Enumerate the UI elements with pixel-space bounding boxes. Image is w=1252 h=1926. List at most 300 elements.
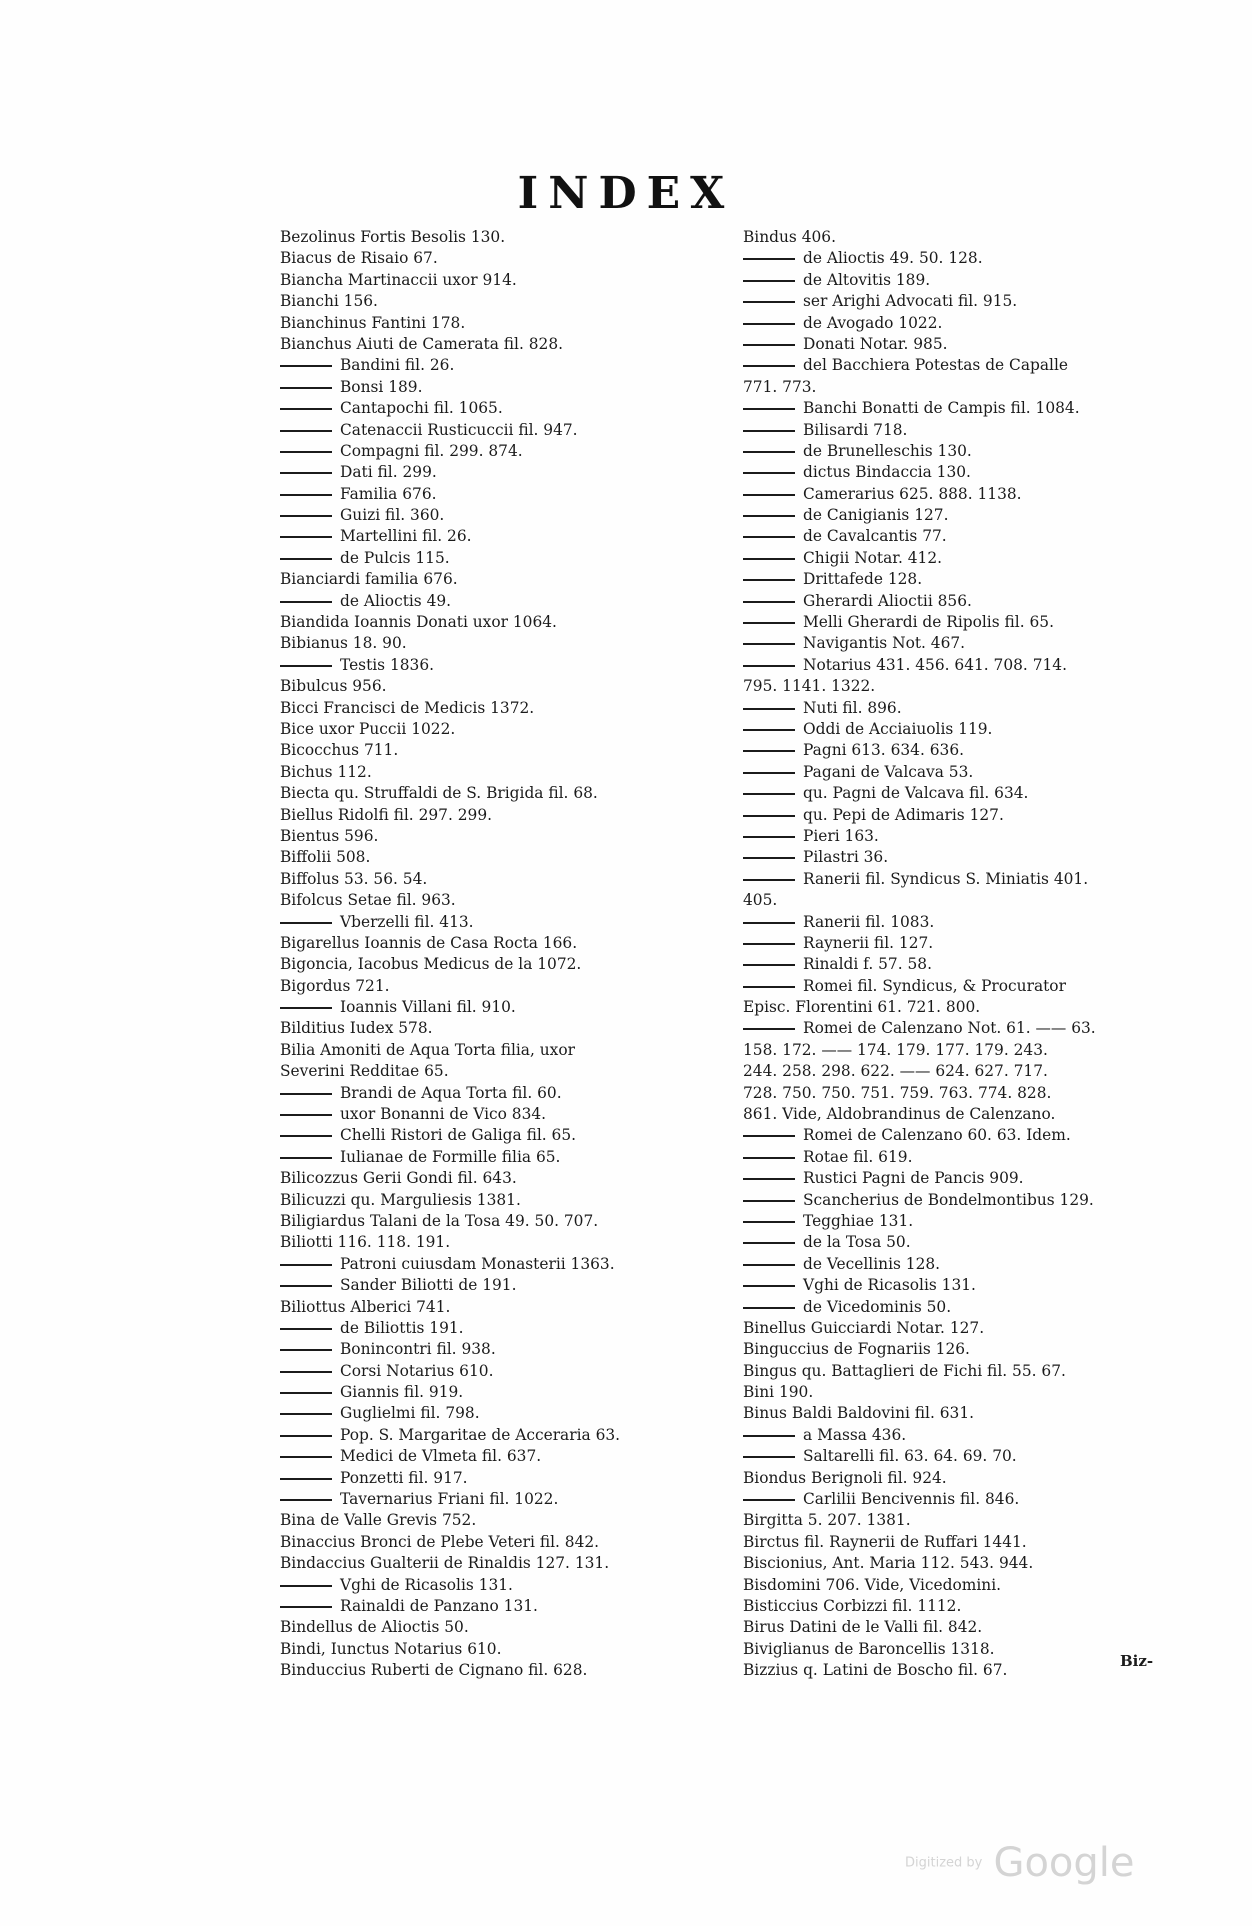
entry-text: Bindus 406. — [743, 228, 836, 246]
index-entry — [743, 1168, 1183, 1189]
ditto-dash — [743, 601, 795, 603]
entry-text: de Pulcis 115. — [340, 548, 450, 567]
index-entry — [280, 976, 720, 997]
entry-text: Bilditius Iudex 578. — [280, 1019, 433, 1038]
ditto-dash — [280, 365, 332, 367]
entry-text: Cantapochi fil. 1065. — [340, 399, 503, 418]
index-entry — [743, 1254, 1183, 1275]
entry-text: Binaccius Bronci de Plebe Veteri fil. 842. — [280, 1532, 600, 1551]
entry-text: Patroni cuiusdam Monasterii 1363. — [340, 1254, 615, 1273]
index-entry — [743, 954, 1183, 975]
index-entry — [743, 740, 1183, 761]
index-entry — [743, 270, 1183, 291]
index-entry — [280, 633, 720, 654]
index-entry — [743, 719, 1183, 740]
index-entry — [743, 805, 1183, 826]
entry-text: Ioannis Villani fil. 910. — [340, 998, 516, 1017]
entry-text: Vghi de Ricasolis 131. — [803, 1276, 976, 1295]
index-entry — [743, 890, 1183, 911]
entry-text: Bonsi 189. — [340, 377, 423, 396]
entry-text: Biacus de Risaio 67. — [280, 249, 438, 268]
index-entry — [280, 740, 720, 761]
ditto-dash — [743, 472, 795, 474]
entry-text: 728. 750. 750. 751. 759. 763. 774. 828. — [743, 1083, 1052, 1102]
index-entry — [743, 847, 1183, 868]
entry-text: Birctus fil. Raynerii de Ruffari 1441. — [743, 1532, 1027, 1551]
ditto-dash — [280, 494, 332, 496]
index-entry — [743, 1489, 1183, 1510]
entry-text: Sander Biliotti de 191. — [340, 1276, 517, 1295]
index-entry — [280, 420, 720, 441]
index-entry — [743, 1617, 1183, 1638]
ditto-dash — [743, 408, 795, 410]
index-entry — [743, 1339, 1183, 1360]
ditto-dash — [743, 280, 795, 282]
entry-text: Raynerii fil. 127. — [803, 933, 934, 952]
entry-text: Tavernarius Friani fil. 1022. — [340, 1490, 559, 1509]
entry-text: Bianciardi familia 676. — [280, 570, 458, 589]
index-entry — [280, 248, 720, 269]
index-entry — [280, 1125, 720, 1146]
index-entry — [280, 227, 720, 248]
ditto-dash — [743, 1028, 795, 1030]
index-entry — [743, 1232, 1183, 1253]
index-entry — [743, 633, 1183, 654]
ditto-dash — [743, 986, 795, 988]
entry-text: Familia 676. — [340, 484, 437, 503]
index-entry — [280, 847, 720, 868]
index-entry — [280, 997, 720, 1018]
ditto-dash — [280, 665, 332, 667]
entry-text: Binellus Guicciardi Notar. 127. — [743, 1318, 985, 1337]
index-entry — [280, 1339, 720, 1360]
entry-text: Ranerii fil. Syndicus S. Miniatis 401. — [803, 869, 1089, 888]
index-entry — [743, 655, 1183, 676]
index-entry — [743, 1575, 1183, 1596]
index-entry — [280, 1018, 720, 1039]
ditto-dash — [280, 1413, 332, 1415]
entry-text: Bindaccius Gualterii de Rinaldis 127. 131. — [280, 1554, 610, 1573]
entry-text: Pagani de Valcava 53. — [803, 762, 974, 781]
index-entry — [743, 377, 1183, 398]
index-entry — [743, 569, 1183, 590]
index-entry — [743, 1510, 1183, 1531]
index-entry — [743, 676, 1183, 697]
entry-text: 405. — [743, 891, 778, 910]
ditto-dash — [743, 1135, 795, 1137]
entry-text: Medici de Vlmeta fil. 637. — [340, 1447, 542, 1466]
index-entry — [743, 1468, 1183, 1489]
entry-text: Bichus 112. — [280, 762, 372, 781]
ditto-dash — [743, 1178, 795, 1180]
entry-text: Bini 190. — [743, 1383, 814, 1402]
index-entry — [743, 869, 1183, 890]
entry-text: de Biliottis 191. — [340, 1318, 464, 1337]
entry-text: Brandi de Aqua Torta fil. 60. — [340, 1083, 562, 1102]
entry-text: Nuti fil. 896. — [803, 698, 902, 717]
index-entry — [280, 484, 720, 505]
entry-text: Biviglianus de Baroncellis 1318. — [743, 1639, 995, 1658]
ditto-dash — [280, 1349, 332, 1351]
index-entry — [280, 1361, 720, 1382]
index-entry — [743, 1361, 1183, 1382]
entry-text: Biellus Ridolfi fil. 297. 299. — [280, 805, 492, 824]
ditto-dash — [743, 515, 795, 517]
right-index-column — [743, 227, 1183, 1682]
index-entry — [743, 912, 1183, 933]
entry-text: 861. Vide, Aldobrandinus de Calenzano. — [743, 1105, 1056, 1124]
entry-text: Biecta qu. Struffaldi de S. Brigida fil. 68. — [280, 784, 598, 803]
index-entry — [743, 291, 1183, 312]
entry-text: Biffolus 53. 56. 54. — [280, 869, 428, 888]
index-entry — [280, 1168, 720, 1189]
index-entry — [280, 1468, 720, 1489]
ditto-dash — [743, 643, 795, 645]
ditto-dash — [743, 772, 795, 774]
entry-text: Catenaccii Rusticuccii fil. 947. — [340, 420, 578, 439]
index-entry — [280, 291, 720, 312]
ditto-dash — [743, 750, 795, 752]
index-entry — [743, 1211, 1183, 1232]
index-entry — [743, 698, 1183, 719]
entry-text: Romei fil. Syndicus, & Procurator — [803, 976, 1066, 995]
index-entry — [743, 1275, 1183, 1296]
ditto-dash — [743, 1157, 795, 1159]
ditto-dash — [743, 1221, 795, 1223]
ditto-dash — [280, 1264, 332, 1266]
entry-text: Scancherius de Bondelmontibus 129. — [803, 1190, 1094, 1209]
index-entry — [280, 1617, 720, 1638]
index-entry — [743, 976, 1183, 997]
index-entry — [280, 1232, 720, 1253]
index-entry — [280, 270, 720, 291]
entry-text: Biscionius, Ant. Maria 112. 543. 944. — [743, 1554, 1034, 1573]
entry-text: Binguccius de Fognariis 126. — [743, 1340, 970, 1359]
index-entry — [280, 1190, 720, 1211]
index-entry — [743, 398, 1183, 419]
index-entry — [280, 526, 720, 547]
entry-text: Bibulcus 956. — [280, 677, 387, 696]
ditto-dash — [280, 408, 332, 410]
catchword: Biz- — [1120, 1652, 1154, 1670]
index-entry — [280, 1532, 720, 1553]
entry-text: Bandini fil. 26. — [340, 356, 455, 375]
entry-text: Bizzius q. Latini de Boscho fil. 67. — [743, 1661, 1008, 1680]
entry-text: Romei de Calenzano Not. 61. —— 63. — [803, 1019, 1096, 1038]
entry-text: Navigantis Not. 467. — [803, 634, 966, 653]
index-entry — [280, 612, 720, 633]
entry-text: Bigordus 721. — [280, 976, 390, 995]
index-entry — [743, 1660, 1183, 1681]
index-entry — [743, 1190, 1183, 1211]
index-entry — [743, 1040, 1183, 1061]
ditto-dash — [743, 1264, 795, 1266]
index-entry — [743, 526, 1183, 547]
index-entry — [280, 548, 720, 569]
entry-text: Bindellus de Alioctis 50. — [280, 1618, 469, 1637]
entry-text: Bigoncia, Iacobus Medicus de la 1072. — [280, 955, 582, 974]
entry-text: a Massa 436. — [803, 1425, 907, 1444]
ditto-dash — [280, 558, 332, 560]
index-entry — [280, 1660, 720, 1681]
index-entry — [743, 933, 1183, 954]
index-entry — [280, 1254, 720, 1275]
index-entry — [280, 933, 720, 954]
index-entry — [280, 1104, 720, 1125]
ditto-dash — [743, 558, 795, 560]
entry-text: de Cavalcantis 77. — [803, 527, 947, 546]
index-entry — [280, 655, 720, 676]
entry-text: Bicci Francisci de Medicis 1372. — [280, 698, 535, 717]
entry-text: Rinaldi f. 57. 58. — [803, 955, 932, 974]
entry-text: Guglielmi fil. 798. — [340, 1404, 480, 1423]
index-entry — [743, 505, 1183, 526]
index-entry — [743, 1596, 1183, 1617]
entry-text: Donati Notar. 985. — [803, 334, 948, 353]
index-entry — [743, 313, 1183, 334]
entry-text: Drittafede 128. — [803, 570, 923, 589]
index-entry — [280, 1553, 720, 1574]
entry-text: Bonincontri fil. 938. — [340, 1340, 496, 1359]
index-entry — [280, 462, 720, 483]
index-entry — [743, 1318, 1183, 1339]
entry-text: Rotae fil. 619. — [803, 1147, 913, 1166]
entry-text: Bilicuzzi qu. Marguliesis 1381. — [280, 1190, 521, 1209]
entry-text: de Alioctis 49. — [340, 591, 452, 610]
entry-text: Ranerii fil. 1083. — [803, 912, 935, 931]
entry-text: Bisdomini 706. Vide, Vicedomini. — [743, 1575, 1002, 1594]
ditto-dash — [743, 301, 795, 303]
entry-text: dictus Bindaccia 130. — [803, 463, 971, 482]
index-entry — [280, 826, 720, 847]
ditto-dash — [743, 430, 795, 432]
entry-text: Biondus Berignoli fil. 924. — [743, 1468, 947, 1487]
index-entry — [743, 462, 1183, 483]
index-entry — [743, 248, 1183, 269]
index-entry — [280, 1510, 720, 1531]
entry-text: 771. 773. — [743, 377, 817, 396]
index-entry — [280, 313, 720, 334]
entry-text: de Canigianis 127. — [803, 506, 949, 525]
ditto-dash — [743, 1499, 795, 1501]
ditto-dash — [280, 1371, 332, 1373]
ditto-dash — [743, 836, 795, 838]
entry-text: Iulianae de Formille filia 65. — [340, 1147, 561, 1166]
index-entry — [280, 569, 720, 590]
entry-text: del Bacchiera Potestas de Capalle — [803, 356, 1068, 375]
index-entry — [280, 719, 720, 740]
ditto-dash — [743, 1435, 795, 1437]
entry-text: Bice uxor Puccii 1022. — [280, 719, 456, 738]
index-entry — [280, 1575, 720, 1596]
index-entry — [280, 591, 720, 612]
entry-text: Banchi Bonatti de Campis fil. 1084. — [803, 399, 1080, 418]
ditto-dash — [743, 536, 795, 538]
entry-text: Bina de Valle Grevis 752. — [280, 1511, 477, 1530]
entry-text: Bianchinus Fantini 178. — [280, 313, 466, 332]
entry-text: Notarius 431. 456. 641. 708. 714. — [803, 655, 1067, 674]
index-entry — [280, 1040, 720, 1061]
entry-text: Biliottus Alberici 741. — [280, 1297, 451, 1316]
ditto-dash — [743, 729, 795, 731]
entry-text: Birgitta 5. 207. 1381. — [743, 1511, 911, 1530]
ditto-dash — [743, 964, 795, 966]
ditto-dash — [280, 515, 332, 517]
ditto-dash — [743, 1242, 795, 1244]
entry-text: de la Tosa 50. — [803, 1233, 911, 1252]
index-entry — [280, 377, 720, 398]
entry-text: de Vicedominis 50. — [803, 1297, 952, 1316]
index-entry — [743, 826, 1183, 847]
index-entry — [743, 334, 1183, 355]
entry-text: Biancha Martinaccii uxor 914. — [280, 270, 517, 289]
entry-text: Bindi, Iunctus Notarius 610. — [280, 1639, 502, 1658]
ditto-dash — [280, 1093, 332, 1095]
index-entry — [280, 698, 720, 719]
ditto-dash — [280, 1392, 332, 1394]
entry-text: Tegghiae 131. — [803, 1211, 914, 1230]
entry-text: Giannis fil. 919. — [340, 1383, 464, 1402]
ditto-dash — [743, 451, 795, 453]
ditto-dash — [280, 536, 332, 538]
ditto-dash — [280, 1135, 332, 1137]
index-entry — [280, 505, 720, 526]
entry-text: de Avogado 1022. — [803, 313, 943, 332]
index-entry — [743, 420, 1183, 441]
ditto-dash — [280, 1114, 332, 1116]
entry-text: de Brunelleschis 130. — [803, 441, 972, 460]
entry-text: Melli Gherardi de Ripolis fil. 65. — [803, 613, 1054, 632]
entry-text: Testis 1836. — [340, 655, 435, 674]
entry-text: Bifolcus Setae fil. 963. — [280, 891, 456, 910]
entry-text: Binduccius Ruberti de Cignano fil. 628. — [280, 1661, 588, 1680]
entry-text: Bibianus 18. 90. — [280, 634, 407, 653]
ditto-dash — [280, 1328, 332, 1330]
left-index-column — [280, 227, 720, 1682]
ditto-dash — [743, 665, 795, 667]
entry-text: Bigarellus Ioannis de Casa Rocta 166. — [280, 933, 578, 952]
index-entry — [743, 441, 1183, 462]
ditto-dash — [280, 1285, 332, 1287]
index-entry — [280, 869, 720, 890]
entry-text: Compagni fil. 299. 874. — [340, 441, 523, 460]
index-entry — [743, 548, 1183, 569]
entry-text: Pop. S. Margaritae de Acceraria 63. — [340, 1425, 621, 1444]
entry-text: 244. 258. 298. 622. —— 624. 627. 717. — [743, 1062, 1048, 1081]
entry-text: Vberzelli fil. 413. — [340, 912, 474, 931]
index-entry — [280, 1275, 720, 1296]
index-entry — [743, 1532, 1183, 1553]
index-entry — [280, 676, 720, 697]
ditto-dash — [280, 1007, 332, 1009]
entry-text: Pilastri 36. — [803, 848, 889, 867]
entry-text: Bianchi 156. — [280, 292, 378, 311]
index-entry — [743, 762, 1183, 783]
watermark-prefix: Digitized by — [905, 1855, 983, 1871]
entry-text: Bicocchus 711. — [280, 741, 399, 760]
entry-text: uxor Bonanni de Vico 834. — [340, 1105, 547, 1124]
index-entry — [743, 1125, 1183, 1146]
index-entry — [743, 355, 1183, 376]
ditto-dash — [743, 323, 795, 325]
index-entry — [280, 334, 720, 355]
entry-text: ser Arighi Advocati fil. 915. — [803, 292, 1018, 311]
index-entry — [280, 1382, 720, 1403]
entry-text: Biliotti 116. 118. 191. — [280, 1233, 451, 1252]
index-entry — [743, 1403, 1183, 1424]
entry-text: de Vecellinis 128. — [803, 1254, 941, 1273]
ditto-dash — [743, 943, 795, 945]
index-entry — [743, 227, 1183, 248]
index-entry — [280, 762, 720, 783]
index-entry — [743, 1446, 1183, 1467]
ditto-dash — [280, 451, 332, 453]
ditto-dash — [743, 1307, 795, 1309]
index-entry — [743, 1061, 1183, 1082]
ditto-dash — [280, 1499, 332, 1501]
index-entry — [743, 997, 1183, 1018]
ditto-dash — [280, 1435, 332, 1437]
entry-text: Oddi de Acciaiuolis 119. — [803, 719, 993, 738]
ditto-dash — [743, 258, 795, 260]
entry-text: Bingus qu. Battaglieri de Fichi fil. 55. 67. — [743, 1361, 1066, 1380]
ditto-dash — [280, 1478, 332, 1480]
ditto-dash — [280, 1585, 332, 1587]
entry-text: de Alioctis 49. 50. 128. — [803, 249, 983, 268]
index-entry — [280, 890, 720, 911]
ditto-dash — [743, 708, 795, 710]
index-entry — [743, 1083, 1183, 1104]
index-entry — [743, 591, 1183, 612]
ditto-dash — [280, 922, 332, 924]
entry-text: Gherardi Alioctii 856. — [803, 591, 972, 610]
index-entry — [280, 1446, 720, 1467]
entry-text: 795. 1141. 1322. — [743, 677, 876, 696]
ditto-dash — [280, 1606, 332, 1608]
entry-text: de Altovitis 189. — [803, 270, 931, 289]
entry-text: Episc. Florentini 61. 721. 800. — [743, 998, 981, 1017]
entry-text: Biandida Ioannis Donati uxor 1064. — [280, 613, 557, 632]
entry-text: 158. 172. —— 174. 179. 177. 179. 243. — [743, 1040, 1048, 1059]
ditto-dash — [280, 472, 332, 474]
ditto-dash — [743, 815, 795, 817]
entry-text: Romei de Calenzano 60. 63. Idem. — [803, 1126, 1071, 1145]
entry-text: Pagni 613. 634. 636. — [803, 741, 965, 760]
index-entry — [743, 484, 1183, 505]
entry-text: Pieri 163. — [803, 826, 879, 845]
index-entry — [743, 612, 1183, 633]
entry-text: Bientus 596. — [280, 826, 379, 845]
index-entry — [743, 1147, 1183, 1168]
entry-text: Biligiardus Talani de la Tosa 49. 50. 707. — [280, 1211, 599, 1230]
ditto-dash — [280, 601, 332, 603]
entry-text: Bezolinus Fortis Besolis 130. — [280, 228, 506, 246]
index-entry — [280, 1425, 720, 1446]
ditto-dash — [743, 1200, 795, 1202]
index-entry — [280, 783, 720, 804]
ditto-dash — [743, 1456, 795, 1458]
ditto-dash — [743, 579, 795, 581]
ditto-dash — [280, 430, 332, 432]
entry-text: Bilisardi 718. — [803, 420, 908, 439]
index-entry — [280, 1061, 720, 1082]
index-entry — [280, 1318, 720, 1339]
ditto-dash — [743, 793, 795, 795]
ditto-dash — [743, 922, 795, 924]
entry-text: Bianchus Aiuti de Camerata fil. 828. — [280, 334, 564, 353]
ditto-dash — [743, 1285, 795, 1287]
index-entry — [280, 1639, 720, 1660]
